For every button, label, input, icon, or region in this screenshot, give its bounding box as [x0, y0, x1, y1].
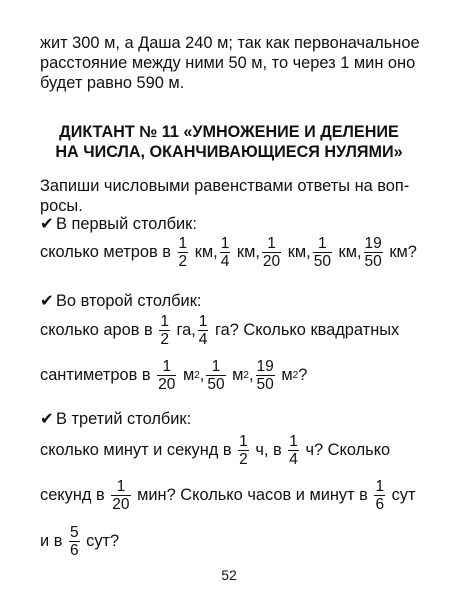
exponent: 2 [243, 369, 249, 381]
column-2-label: Во второй столбик: [56, 292, 202, 310]
intro-line-2: расстояние между ними 50 м, то через 1 мин оно [40, 54, 416, 72]
fraction: $\frac{1}{4}$ [220, 234, 230, 270]
column-3-question-3 [40, 521, 119, 561]
question-mark: ? [298, 365, 308, 384]
column-3-heading [40, 409, 191, 429]
unit-text: га, [171, 320, 196, 339]
question-text: сколько аров в [40, 320, 158, 339]
comma: , [248, 365, 254, 384]
fraction: $\frac{1}{50}$ [313, 234, 331, 270]
column-1-label: В первый столбик: [56, 215, 197, 233]
unit-text: км, [333, 242, 362, 261]
question-text: га? Сколько квадратных [210, 320, 400, 339]
question-text: секунд в [40, 485, 110, 504]
heading-line-1: ДИКТАНТ № 11 «УМНОЖЕНИЕ И ДЕЛЕНИЕ [59, 123, 399, 141]
unit-text: сут? [81, 531, 120, 550]
fraction: $\frac{1}{4}$ [289, 432, 298, 468]
unit-text: м [276, 365, 293, 384]
fraction: $\frac{1}{50}$ [207, 357, 225, 393]
column-1-heading [40, 214, 197, 234]
question-text: сколько минут и секунд в [40, 440, 237, 459]
task-line-2: росы. [40, 197, 83, 215]
unit-text: км, [283, 242, 311, 261]
question-text: мин? Сколько часов и минут в [132, 485, 373, 504]
column-3-label: В третий столбик: [56, 410, 192, 428]
fraction: $\frac{5}{6}$ [69, 523, 79, 559]
unit-text: км, [190, 242, 218, 261]
checkmark-icon: ✔ [40, 292, 54, 310]
fraction: $\frac{19}{50}$ [256, 357, 274, 393]
column-3-question-2 [40, 475, 416, 515]
fraction: $\frac{19}{50}$ [364, 234, 382, 270]
column-2-question-1 [40, 310, 399, 350]
task-line-1: Запиши числовыми равенствами ответы на воп- [40, 177, 410, 195]
question-text: ч? Сколько [300, 440, 391, 459]
question-text: сантиметров в [40, 365, 156, 384]
intro-line-1: жит 300 м, а Даша 240 м; так как первоначальное [40, 34, 420, 52]
fraction: $\frac{1}{20}$ [112, 477, 130, 513]
column-2-heading [40, 291, 201, 311]
exponent: 2 [194, 369, 200, 381]
unit-text: км, [232, 242, 260, 261]
unit-text: м [227, 365, 244, 384]
question-text: сколько метров в [40, 242, 176, 261]
checkmark-icon: ✔ [40, 215, 54, 233]
unit-text: сут [387, 485, 416, 504]
column-1-question [40, 232, 417, 272]
fraction: $\frac{1}{20}$ [158, 357, 176, 393]
column-3-question-1 [40, 430, 390, 470]
exponent: 2 [292, 369, 299, 381]
page-number: 52 [221, 567, 237, 583]
unit-text: ч, в [250, 440, 287, 459]
fraction: $\frac{1}{2}$ [239, 432, 248, 468]
fraction: $\frac{1}{6}$ [375, 477, 385, 513]
checkmark-icon: ✔ [40, 410, 54, 428]
unit-text: м [178, 365, 195, 384]
fraction: $\frac{1}{2}$ [178, 234, 188, 270]
intro-line-3: будет равно 590 м. [40, 74, 185, 92]
column-2-question-2 [40, 355, 307, 395]
fraction: $\frac{1}{20}$ [262, 234, 281, 270]
fraction: $\frac{1}{4}$ [198, 312, 208, 348]
fraction: $\frac{1}{2}$ [160, 312, 169, 348]
comma: , [199, 365, 205, 384]
heading-line-2: НА ЧИСЛА, ОКАНЧИВАЮЩИЕСЯ НУЛЯМИ» [55, 143, 403, 161]
question-text: и в [40, 531, 67, 550]
unit-text: км? [384, 242, 417, 261]
